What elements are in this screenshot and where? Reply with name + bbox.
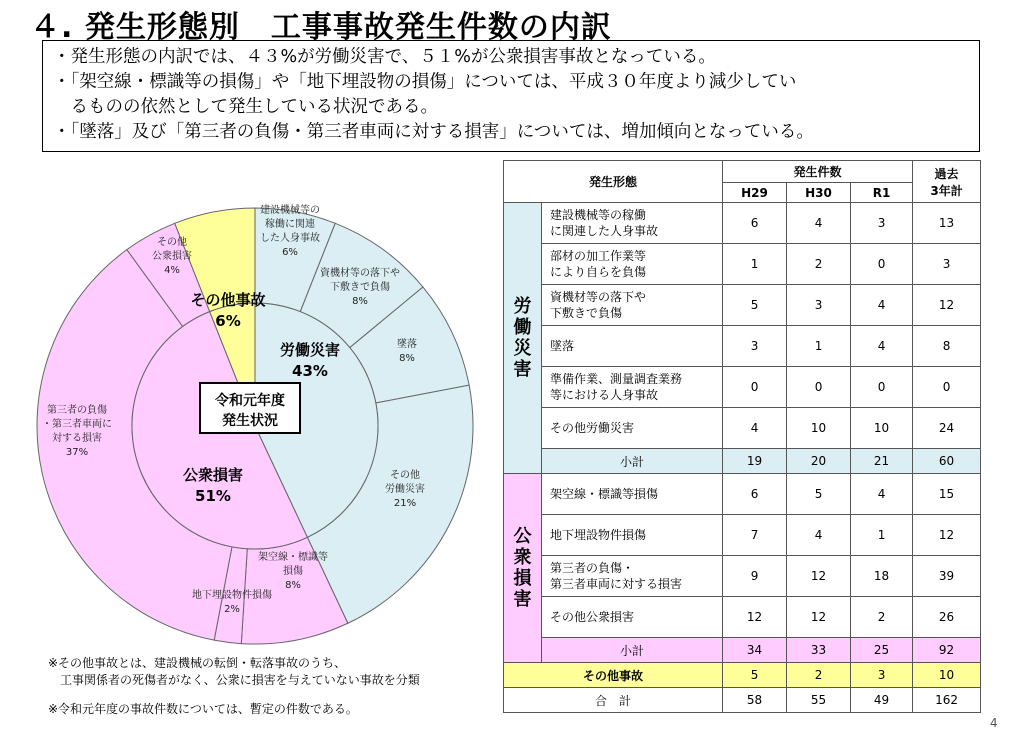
count-cell: 9 <box>723 556 787 597</box>
table-row <box>504 449 981 474</box>
row-label: 部材の加工作業等 により自らを負傷 <box>542 244 723 285</box>
count-cell: 0 <box>723 367 787 408</box>
count-cell: 12 <box>913 285 981 326</box>
outer-slice-label: 建設機械等の稼働に関連した人身事故 6% <box>260 205 320 258</box>
inner-slice-label: その他事故 6% <box>190 291 266 330</box>
outer-slice-label: 墜落 8% <box>397 339 417 364</box>
other-accident-cell: 5 <box>723 663 787 688</box>
footnote-other-accidents: ※その他事故とは、建設機械の転倒・転落事故のうち、 工事関係者の死傷者がなく、公衆に損害を与えていない事故を分類 <box>48 656 420 687</box>
outer-slice-label: 第三者の負傷・第三者車両に対する損害 37% <box>42 405 112 458</box>
count-cell: 10 <box>787 408 851 449</box>
subtotal-cell: 34 <box>723 638 787 663</box>
count-cell: 12 <box>787 556 851 597</box>
count-cell: 15 <box>913 474 981 515</box>
count-cell: 0 <box>851 367 913 408</box>
outer-slice-label: 資機材等の落下や下敷きで負傷 8% <box>320 268 400 307</box>
count-cell: 10 <box>851 408 913 449</box>
table-row <box>504 663 981 688</box>
row-label: その他公衆損害 <box>542 597 723 638</box>
table-row <box>504 556 981 597</box>
summary-bullet: るものの依然として発生している状況である。 <box>53 97 438 117</box>
header-year: H30 <box>787 183 851 203</box>
subtotal-label: 小計 <box>542 638 723 663</box>
chart-center-title <box>200 383 300 433</box>
count-cell: 0 <box>851 244 913 285</box>
table-row <box>504 326 981 367</box>
count-cell: 6 <box>723 203 787 244</box>
header-type: 発生形態 <box>504 161 723 203</box>
table-row <box>504 203 981 244</box>
subtotal-cell: 21 <box>851 449 913 474</box>
row-label: 地下埋設物件損傷 <box>542 515 723 556</box>
count-cell: 18 <box>851 556 913 597</box>
summary-bullet: ・「墜落」及び「第三者の負傷・第三者車両に対する損害」については、増加傾向となっている。 <box>53 122 814 142</box>
total-cell: 49 <box>851 688 913 713</box>
total-cell: 58 <box>723 688 787 713</box>
group-labor: 労 働 災 害 <box>504 203 542 474</box>
subtotal-cell: 60 <box>913 449 981 474</box>
count-cell: 24 <box>913 408 981 449</box>
count-cell: 1 <box>851 515 913 556</box>
count-cell: 4 <box>723 408 787 449</box>
count-cell: 4 <box>787 203 851 244</box>
header-year: R1 <box>851 183 913 203</box>
row-label: 第三者の負傷・ 第三者車両に対する損害 <box>542 556 723 597</box>
page-number: 4 <box>990 716 998 730</box>
subtotal-cell: 33 <box>787 638 851 663</box>
count-cell: 8 <box>913 326 981 367</box>
other-accident-cell: 10 <box>913 663 981 688</box>
count-cell: 4 <box>851 326 913 367</box>
table-row <box>504 408 981 449</box>
summary-bullet: ・「架空線・標識等の損傷」や「地下埋設物の損傷」については、平成３０年度より減少してい <box>53 72 797 92</box>
header-year: H29 <box>723 183 787 203</box>
header-total: 過去 3年計 <box>913 161 981 203</box>
inner-slice-label: 公衆損害 51% <box>182 466 244 505</box>
count-cell: 13 <box>913 203 981 244</box>
count-cell: 1 <box>723 244 787 285</box>
count-cell: 3 <box>723 326 787 367</box>
table-row <box>504 285 981 326</box>
count-cell: 12 <box>787 597 851 638</box>
page-title: ４. 発生形態別 工事事故発生件数の内訳 <box>30 10 612 45</box>
count-cell: 2 <box>787 244 851 285</box>
total-cell: 162 <box>913 688 981 713</box>
table-row <box>504 161 981 183</box>
row-label: 墜落 <box>542 326 723 367</box>
count-cell: 12 <box>723 597 787 638</box>
row-label: 準備作業、測量調査業務 等における人身事故 <box>542 367 723 408</box>
outer-slice-label: 地下埋設物件損傷 2% <box>192 590 272 615</box>
outer-slice-label: その他労働災害 21% <box>385 470 425 509</box>
count-cell: 0 <box>787 367 851 408</box>
subtotal-label: 小計 <box>542 449 723 474</box>
row-label: 架空線・標識等損傷 <box>542 474 723 515</box>
count-cell: 4 <box>851 285 913 326</box>
count-cell: 2 <box>851 597 913 638</box>
center-title: 令和元年度発生状況 <box>215 393 285 429</box>
table-row <box>504 597 981 638</box>
inner-slice-label: 労働災害 43% <box>279 341 341 380</box>
row-label: その他労働災害 <box>542 408 723 449</box>
count-cell: 3 <box>787 285 851 326</box>
count-cell: 5 <box>723 285 787 326</box>
accident-count-table <box>503 160 981 713</box>
header-count: 発生件数 <box>723 161 913 183</box>
table-row <box>504 638 981 663</box>
row-label: 建設機械等の稼働 に関連した人身事故 <box>542 203 723 244</box>
other-accident-label: その他事故 <box>504 663 723 688</box>
subtotal-cell: 92 <box>913 638 981 663</box>
total-cell: 55 <box>787 688 851 713</box>
donut-chart <box>0 155 500 655</box>
subtotal-cell: 20 <box>787 449 851 474</box>
table-row <box>504 367 981 408</box>
table-row <box>504 244 981 285</box>
count-cell: 7 <box>723 515 787 556</box>
count-cell: 12 <box>913 515 981 556</box>
table-row <box>504 515 981 556</box>
total-label: 合 計 <box>504 688 723 713</box>
count-cell: 3 <box>913 244 981 285</box>
subtotal-cell: 25 <box>851 638 913 663</box>
footnote-provisional: ※令和元年度の事故件数については、暫定の件数である。 <box>48 702 358 716</box>
other-accident-cell: 3 <box>851 663 913 688</box>
row-label: 資機材等の落下や 下敷きで負傷 <box>542 285 723 326</box>
count-cell: 39 <box>913 556 981 597</box>
other-accident-cell: 2 <box>787 663 851 688</box>
count-cell: 1 <box>787 326 851 367</box>
count-cell: 5 <box>787 474 851 515</box>
outer-slice-label: 架空線・標識等損傷 8% <box>258 552 328 591</box>
table-row <box>504 474 981 515</box>
count-cell: 6 <box>723 474 787 515</box>
count-cell: 4 <box>851 474 913 515</box>
summary-bullet: ・発生形態の内訳では、４３%が労働災害で、５１%が公衆損害事故となっている。 <box>53 47 716 67</box>
subtotal-cell: 19 <box>723 449 787 474</box>
count-cell: 26 <box>913 597 981 638</box>
count-cell: 0 <box>913 367 981 408</box>
count-cell: 3 <box>851 203 913 244</box>
summary-box <box>42 40 980 152</box>
outer-slice-label: その他公衆損害 4% <box>152 237 192 276</box>
count-cell: 4 <box>787 515 851 556</box>
group-public: 公 衆 損 害 <box>504 474 542 663</box>
table-row <box>504 688 981 713</box>
